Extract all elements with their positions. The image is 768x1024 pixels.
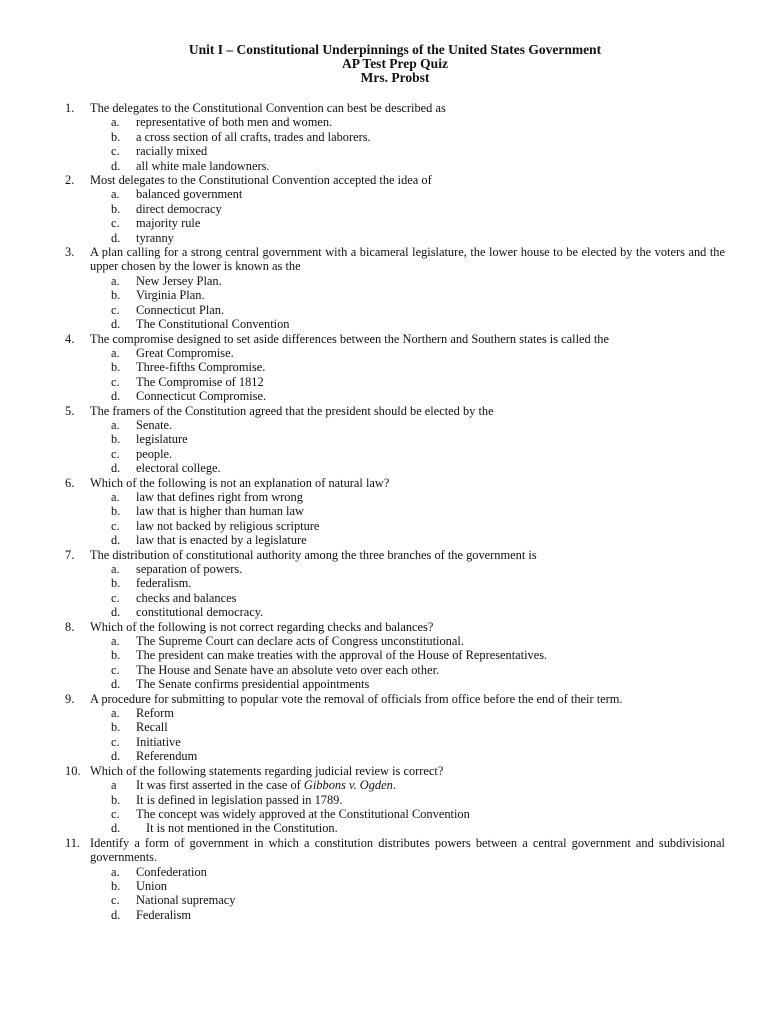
choice-text: Initiative — [136, 734, 181, 749]
answer-choice — [90, 576, 725, 590]
choice-text: Great Compromise. — [136, 345, 234, 360]
choice-letter: d. — [111, 461, 121, 476]
quiz-header — [0, 43, 768, 85]
question-text: A procedure for submitting to popular vote the removal of officials from office before the end of their term. — [90, 691, 623, 706]
choice-text: law that is higher than human law — [136, 504, 304, 519]
question-item — [65, 476, 725, 548]
choice-text — [136, 778, 396, 792]
choice-letter: c. — [111, 302, 120, 317]
choice-text: The Supreme Court can declare acts of Congress unconstitutional. — [136, 634, 464, 649]
choice-text: Reform — [136, 706, 174, 721]
question-number: 1. — [65, 101, 75, 115]
choice-text-before: It was first asserted in the case of — [136, 778, 304, 793]
answer-choice — [90, 865, 725, 879]
answer-choice — [90, 504, 725, 518]
choice-text: constitutional democracy. — [136, 605, 264, 620]
choice-text: legislature — [136, 432, 188, 447]
choice-letter: a. — [111, 345, 120, 360]
choice-letter: b. — [111, 288, 121, 303]
answer-choice — [90, 634, 725, 648]
answer-choice — [90, 591, 725, 605]
question-item — [65, 836, 725, 922]
answer-choices — [90, 418, 725, 476]
choice-text: Recall — [136, 720, 168, 735]
question-number: 8. — [65, 619, 75, 634]
answer-choice — [90, 533, 725, 547]
question-list — [65, 101, 725, 922]
question-text: Most delegates to the Constitutional Convention accepted the idea of — [90, 173, 432, 188]
choice-text: Virginia Plan. — [136, 288, 205, 303]
choice-text: National supremacy — [136, 893, 236, 908]
question-item — [65, 332, 725, 404]
answer-choice — [90, 648, 725, 662]
question-number: 5. — [65, 403, 75, 418]
choice-letter: d. — [111, 230, 121, 245]
answer-choice — [90, 418, 725, 432]
choice-letter: c. — [111, 590, 120, 605]
choice-letter: a. — [111, 864, 120, 879]
choice-text: majority rule — [136, 216, 201, 231]
question-number: 10. — [65, 763, 81, 778]
choice-text: all white male landowners. — [136, 158, 270, 173]
choice-letter: c. — [111, 518, 120, 533]
choice-text: Referendum — [136, 749, 198, 764]
choice-letter: c. — [111, 734, 120, 749]
answer-choice — [90, 893, 725, 907]
case-name: Gibbons v. Ogden — [303, 778, 393, 793]
choice-letter: b. — [111, 878, 121, 893]
choice-letter: b. — [111, 648, 121, 663]
answer-choice — [90, 202, 725, 216]
choice-text-after: . — [392, 778, 396, 793]
choice-letter: d. — [111, 677, 121, 692]
choice-text: Union — [136, 878, 167, 893]
answer-choice — [90, 706, 725, 720]
answer-choices — [90, 634, 725, 692]
choice-letter: c. — [111, 662, 120, 677]
choice-letter: a. — [111, 115, 120, 130]
answer-choice — [90, 749, 725, 763]
choice-letter: d. — [111, 605, 121, 620]
choice-text: The Constitutional Convention — [136, 317, 290, 332]
answer-choice — [90, 447, 725, 461]
answer-choices — [90, 706, 725, 764]
answer-choice — [90, 317, 725, 331]
question-item — [65, 101, 725, 173]
choice-letter: a. — [111, 273, 120, 288]
teacher-name: Mrs. Probst — [360, 70, 430, 85]
question-item — [65, 173, 725, 245]
question-number: 3. — [65, 245, 75, 260]
choice-letter: b. — [111, 432, 121, 447]
answer-choice — [90, 807, 725, 821]
answer-choice — [90, 562, 725, 576]
answer-choice — [90, 490, 725, 504]
choice-text: Connecticut Plan. — [136, 302, 225, 317]
question-text: The compromise designed to set aside differences between the Northern and Southern states is called the — [90, 331, 609, 346]
question-item — [65, 404, 725, 476]
choice-text: Three-fifths Compromise. — [136, 360, 266, 375]
choice-letter: b. — [111, 129, 121, 144]
answer-choice — [90, 288, 725, 302]
question-number: 7. — [65, 547, 75, 562]
choice-text: direct democracy — [136, 201, 222, 216]
choice-text: The president can make treaties with the approval of the House of Representatives. — [136, 648, 548, 663]
answer-choice — [90, 720, 725, 734]
question-text: The delegates to the Constitutional Convention can best be described as — [90, 101, 446, 115]
answer-choice — [90, 389, 725, 403]
answer-choice — [90, 231, 725, 245]
page-subtitle: AP Test Prep Quiz — [342, 56, 448, 71]
answer-choices — [90, 274, 725, 332]
answer-choice — [90, 115, 725, 129]
question-text: The distribution of constitutional authority among the three branches of the government is — [90, 547, 537, 562]
choice-text: The House and Senate have an absolute veto over each other. — [136, 662, 440, 677]
choice-letter: a. — [111, 634, 120, 649]
choice-text: Confederation — [136, 864, 207, 879]
choice-letter: c. — [111, 806, 120, 821]
choice-text: Connecticut Compromise. — [136, 389, 267, 404]
choice-text: electoral college. — [136, 461, 221, 476]
answer-choice — [90, 303, 725, 317]
answer-choice — [90, 130, 725, 144]
choice-text: tyranny — [136, 230, 174, 245]
choice-letter: b. — [111, 504, 121, 519]
answer-choice — [90, 461, 725, 475]
answer-choice — [90, 879, 725, 893]
choice-letter: b. — [111, 201, 121, 216]
answer-choice — [90, 735, 725, 749]
answer-choice — [90, 778, 725, 792]
answer-choice — [90, 605, 725, 619]
question-item — [65, 620, 725, 692]
choice-text: Senate. — [136, 417, 173, 432]
answer-choice — [90, 821, 725, 835]
choice-letter: d. — [111, 749, 121, 764]
choice-text: separation of powers. — [136, 562, 243, 576]
choice-letter: d. — [111, 907, 121, 922]
answer-choice — [90, 187, 725, 201]
answer-choices — [90, 115, 725, 173]
choice-letter: b. — [111, 792, 121, 807]
choice-letter: c. — [111, 374, 120, 389]
answer-choice — [90, 375, 725, 389]
choice-text: people. — [136, 446, 173, 461]
question-text: Which of the following statements regarding judicial review is correct? — [90, 763, 444, 778]
answer-choice — [90, 360, 725, 374]
answer-choices — [90, 490, 725, 548]
choice-letter: b. — [111, 576, 121, 591]
choice-letter: c. — [111, 893, 120, 908]
choice-text: New Jersey Plan. — [136, 273, 222, 288]
question-number: 9. — [65, 691, 75, 706]
choice-text: racially mixed — [136, 144, 208, 159]
page-title: Unit I – Constitutional Underpinnings of the United States Government — [188, 42, 602, 57]
choice-text: federalism. — [136, 576, 192, 591]
choice-letter: a. — [111, 562, 120, 576]
choice-letter: b. — [111, 720, 121, 735]
answer-choice — [90, 519, 725, 533]
answer-choice — [90, 432, 725, 446]
choice-letter: a. — [111, 489, 120, 504]
choice-text: representative of both men and women. — [136, 115, 333, 130]
answer-choice — [90, 144, 725, 158]
answer-choices — [90, 865, 725, 923]
answer-choice — [90, 677, 725, 691]
question-number: 6. — [65, 475, 75, 490]
choice-text: It is defined in legislation passed in 1789. — [136, 792, 343, 807]
answer-choice — [90, 663, 725, 677]
question-number: 2. — [65, 173, 75, 188]
choice-text: a cross section of all crafts, trades and laborers. — [136, 129, 371, 144]
choice-text: balanced government — [136, 187, 243, 202]
question-item — [65, 692, 725, 764]
choice-letter: a. — [111, 417, 120, 432]
answer-choices — [90, 562, 725, 620]
answer-choices — [90, 187, 725, 245]
choice-letter: c. — [111, 446, 120, 461]
question-text: Which of the following is not an explanation of natural law? — [90, 475, 390, 490]
choice-text: law not backed by religious scripture — [136, 518, 320, 533]
choice-letter: c. — [111, 216, 120, 231]
answer-choice — [90, 908, 725, 922]
answer-choice — [90, 159, 725, 173]
choice-letter: a. — [111, 706, 120, 721]
answer-choice — [90, 346, 725, 360]
choice-letter: b. — [111, 360, 121, 375]
choice-text: The concept was widely approved at the Constitutional Convention — [136, 806, 470, 821]
choice-text: law that defines right from wrong — [136, 489, 303, 504]
answer-choices — [90, 778, 725, 836]
question-item — [65, 764, 725, 836]
choice-text: Federalism — [136, 907, 192, 922]
choice-text: checks and balances — [136, 590, 237, 605]
question-text: Identify a form of government in which a constitution distributes powers between a central government and subdivisional governments. — [90, 835, 725, 865]
choice-letter: a. — [111, 187, 120, 202]
choice-letter: a — [111, 778, 117, 793]
answer-choices — [90, 346, 725, 404]
question-text: Which of the following is not correct regarding checks and balances? — [90, 619, 434, 634]
choice-text: The Senate confirms presidential appointments — [136, 677, 370, 692]
choice-text: law that is enacted by a legislature — [136, 533, 307, 548]
answer-choice — [90, 216, 725, 230]
choice-text: The Compromise of 1812 — [136, 374, 264, 389]
question-text: The framers of the Constitution agreed that the president should be elected by the — [90, 403, 494, 418]
answer-choice — [90, 274, 725, 288]
choice-letter: d. — [111, 317, 121, 332]
question-number: 11. — [65, 835, 81, 850]
question-item — [65, 245, 725, 331]
answer-choice — [90, 793, 725, 807]
question-item — [65, 548, 725, 620]
choice-letter: d. — [111, 389, 121, 404]
choice-letter: c. — [111, 144, 120, 159]
choice-letter: d. — [111, 533, 121, 548]
choice-letter: d. — [111, 158, 121, 173]
choice-letter: d. — [111, 821, 121, 836]
question-text: A plan calling for a strong central government with a bicameral legislature, the lower house to be elected by the voters and the upper chosen by the lower is known as the — [90, 245, 725, 274]
choice-text: It is not mentioned in the Constitution. — [146, 821, 338, 836]
question-number: 4. — [65, 331, 75, 346]
